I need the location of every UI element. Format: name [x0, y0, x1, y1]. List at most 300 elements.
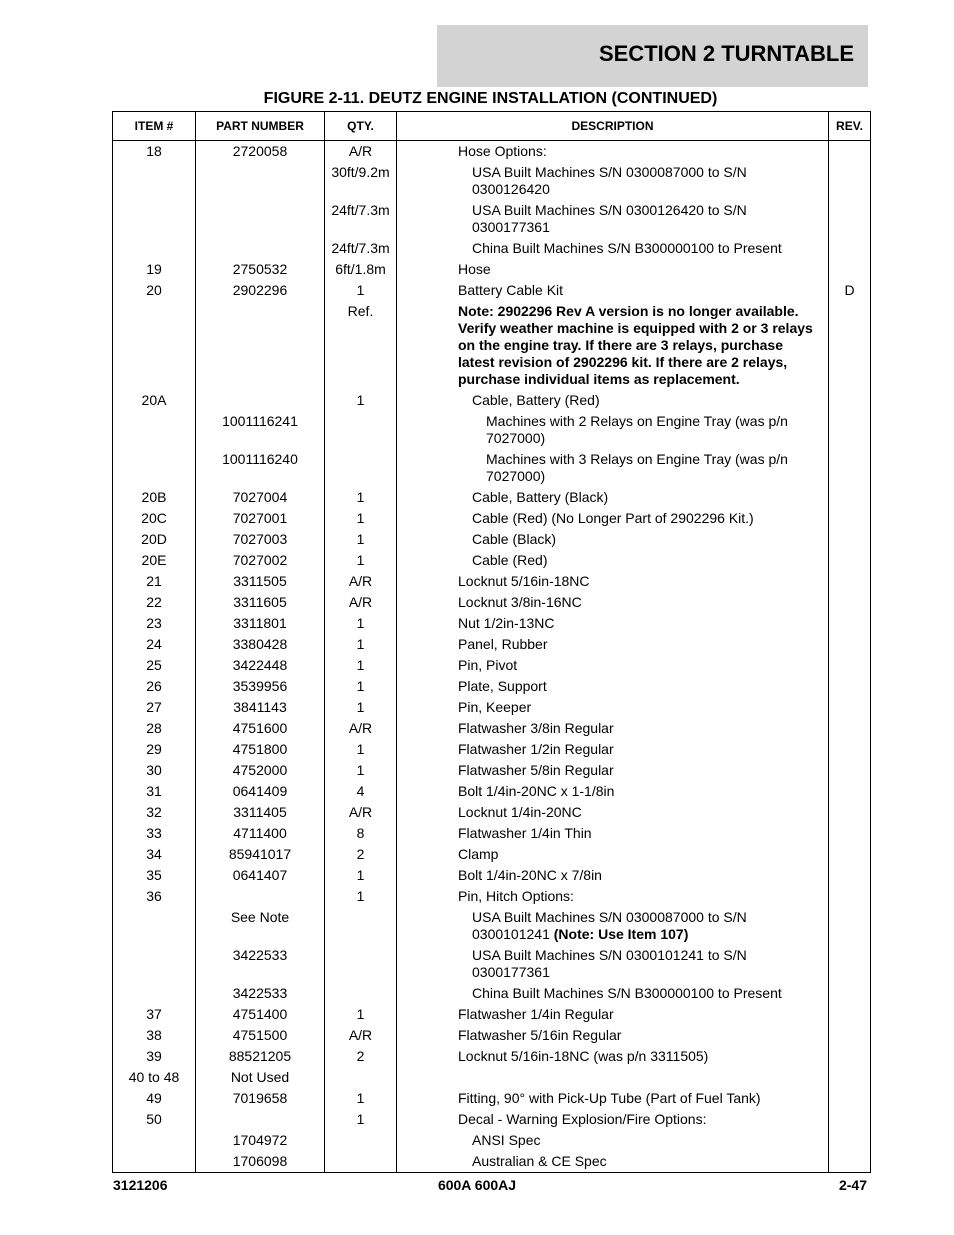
- part-number-cell: 3380428: [196, 635, 325, 656]
- description-cell: [397, 1131, 829, 1152]
- part-number-cell: 0641407: [196, 866, 325, 887]
- description-text: Panel, Rubber: [458, 636, 548, 652]
- description-cell: [397, 1152, 829, 1173]
- item-cell: 49: [113, 1089, 196, 1110]
- description-cell: [397, 866, 829, 887]
- description-cell: [397, 946, 829, 984]
- description-cell: [397, 908, 829, 946]
- table-row: [113, 656, 871, 677]
- table-row: [113, 593, 871, 614]
- table-row: [113, 614, 871, 635]
- description-text: China Built Machines S/N B300000100 to Present: [472, 985, 782, 1001]
- part-number-cell: 3422533: [196, 946, 325, 984]
- table-row: [113, 260, 871, 281]
- part-number-cell: 2750532: [196, 260, 325, 281]
- description-text: ANSI Spec: [472, 1132, 541, 1148]
- item-cell: 50: [113, 1110, 196, 1131]
- rev-cell: [829, 1131, 871, 1152]
- footer-doc-number: 3121206: [113, 1177, 168, 1193]
- item-cell: 24: [113, 635, 196, 656]
- description-text: Flatwasher 1/2in Regular: [458, 741, 614, 757]
- part-number-cell: 7027001: [196, 509, 325, 530]
- table-row: [113, 530, 871, 551]
- description-text: Cable, Battery (Black): [472, 489, 609, 505]
- description-text: Cable (Red): [472, 552, 548, 568]
- qty-cell: 1: [325, 281, 397, 302]
- part-number-cell: 4752000: [196, 761, 325, 782]
- qty-cell: 1: [325, 614, 397, 635]
- table-row: [113, 302, 871, 391]
- description-cell: [397, 803, 829, 824]
- parts-table: [112, 111, 871, 1173]
- item-cell: 20E: [113, 551, 196, 572]
- part-number-cell: See Note: [196, 908, 325, 946]
- col-header-description: DESCRIPTION: [397, 112, 829, 141]
- rev-cell: [829, 887, 871, 908]
- description-text: Decal - Warning Explosion/Fire Options:: [458, 1111, 707, 1127]
- rev-cell: [829, 391, 871, 412]
- description-cell: [397, 593, 829, 614]
- qty-cell: [325, 1131, 397, 1152]
- description-text: USA Built Machines S/N 0300087000 to S/N 0300101241: [472, 909, 747, 942]
- rev-cell: [829, 740, 871, 761]
- description-text: Locknut 5/16in-18NC: [458, 573, 590, 589]
- description-text: USA Built Machines S/N 0300087000 to S/N 0300126420: [472, 164, 747, 197]
- table-row: [113, 509, 871, 530]
- rev-cell: [829, 593, 871, 614]
- table-row: [113, 845, 871, 866]
- description-cell: [397, 1047, 829, 1068]
- item-cell: 29: [113, 740, 196, 761]
- description-text: Australian & CE Spec: [472, 1153, 607, 1169]
- table-row: [113, 887, 871, 908]
- part-number-cell: 3841143: [196, 698, 325, 719]
- qty-cell: [325, 450, 397, 488]
- rev-cell: [829, 845, 871, 866]
- qty-cell: 1: [325, 1110, 397, 1131]
- part-number-cell: 1704972: [196, 1131, 325, 1152]
- item-cell: [113, 450, 196, 488]
- description-cell: [397, 656, 829, 677]
- table-row: [113, 1089, 871, 1110]
- description-cell: [397, 1068, 829, 1089]
- table-row: [113, 1005, 871, 1026]
- description-cell: [397, 281, 829, 302]
- qty-cell: 2: [325, 845, 397, 866]
- description-text: China Built Machines S/N B300000100 to Present: [472, 240, 782, 256]
- section-title: SECTION 2 TURNTABLE: [598, 41, 854, 66]
- part-number-cell: 1706098: [196, 1152, 325, 1173]
- qty-cell: 1: [325, 635, 397, 656]
- qty-cell: 1: [325, 551, 397, 572]
- description-cell: [397, 141, 829, 164]
- col-header-rev: REV.: [829, 112, 871, 141]
- qty-cell: 1: [325, 530, 397, 551]
- qty-cell: A/R: [325, 803, 397, 824]
- item-cell: 19: [113, 260, 196, 281]
- rev-cell: [829, 1152, 871, 1173]
- qty-cell: 1: [325, 677, 397, 698]
- description-cell: [397, 635, 829, 656]
- part-number-cell: 7027002: [196, 551, 325, 572]
- col-header-part-number: PART NUMBER: [196, 112, 325, 141]
- qty-cell: 1: [325, 1089, 397, 1110]
- description-text: Fitting, 90° with Pick-Up Tube (Part of Fuel Tank): [458, 1090, 761, 1106]
- table-row: [113, 677, 871, 698]
- item-cell: 39: [113, 1047, 196, 1068]
- qty-cell: 1: [325, 488, 397, 509]
- qty-cell: 24ft/7.3m: [325, 239, 397, 260]
- qty-cell: 1: [325, 509, 397, 530]
- rev-cell: [829, 614, 871, 635]
- description-text: Note: 2902296 Rev A version is no longer available. Verify weather machine is equipped with 2 or 3 relays on the engine tray. If there are 3 relays, purchase latest revision of 2902296 kit. If there are 2 relays, purchase individual items as replacement.: [458, 303, 813, 387]
- description-cell: [397, 239, 829, 260]
- table-row: [113, 1068, 871, 1089]
- part-number-cell: 4751400: [196, 1005, 325, 1026]
- part-number-cell: 7019658: [196, 1089, 325, 1110]
- rev-cell: [829, 984, 871, 1005]
- table-row: [113, 866, 871, 887]
- rev-cell: [829, 201, 871, 239]
- description-cell: [397, 201, 829, 239]
- qty-cell: [325, 946, 397, 984]
- item-cell: 32: [113, 803, 196, 824]
- part-number-cell: [196, 201, 325, 239]
- col-header-qty: QTY.: [325, 112, 397, 141]
- part-number-cell: 3422448: [196, 656, 325, 677]
- qty-cell: 1: [325, 866, 397, 887]
- item-cell: [113, 412, 196, 450]
- rev-cell: [829, 761, 871, 782]
- description-text: Locknut 5/16in-18NC (was p/n 3311505): [458, 1048, 709, 1064]
- part-number-cell: 4711400: [196, 824, 325, 845]
- description-text: Pin, Keeper: [458, 699, 532, 715]
- table-row: [113, 698, 871, 719]
- item-cell: [113, 163, 196, 201]
- qty-cell: 24ft/7.3m: [325, 201, 397, 239]
- table-row: [113, 984, 871, 1005]
- table-row: [113, 391, 871, 412]
- description-cell: [397, 698, 829, 719]
- description-text: Cable, Battery (Red): [472, 392, 600, 408]
- rev-cell: [829, 1110, 871, 1131]
- qty-cell: 8: [325, 824, 397, 845]
- qty-cell: Ref.: [325, 302, 397, 391]
- qty-cell: 1: [325, 391, 397, 412]
- part-number-cell: [196, 1110, 325, 1131]
- part-number-cell: [196, 163, 325, 201]
- description-text: USA Built Machines S/N 0300101241 to S/N 0300177361: [472, 947, 747, 980]
- description-text: Cable (Red) (No Longer Part of 2902296 Kit.): [472, 510, 754, 526]
- qty-cell: 1: [325, 1005, 397, 1026]
- part-number-cell: 3311505: [196, 572, 325, 593]
- rev-cell: [829, 677, 871, 698]
- rev-cell: [829, 509, 871, 530]
- part-number-cell: [196, 391, 325, 412]
- qty-cell: A/R: [325, 719, 397, 740]
- footer-page-number: 2-47: [838, 1177, 867, 1193]
- item-cell: 28: [113, 719, 196, 740]
- item-cell: 22: [113, 593, 196, 614]
- description-text: Flatwasher 5/8in Regular: [458, 762, 614, 778]
- part-number-cell: 85941017: [196, 845, 325, 866]
- qty-cell: 6ft/1.8m: [325, 260, 397, 281]
- item-cell: 34: [113, 845, 196, 866]
- item-cell: [113, 946, 196, 984]
- rev-cell: [829, 946, 871, 984]
- item-cell: 37: [113, 1005, 196, 1026]
- description-text: Bolt 1/4in-20NC x 1-1/8in: [458, 783, 615, 799]
- part-number-cell: [196, 887, 325, 908]
- table-row: [113, 1110, 871, 1131]
- table-row: [113, 1152, 871, 1173]
- table-row: [113, 201, 871, 239]
- rev-cell: [829, 302, 871, 391]
- qty-cell: 30ft/9.2m: [325, 163, 397, 201]
- rev-cell: D: [829, 281, 871, 302]
- table-row: [113, 412, 871, 450]
- rev-cell: [829, 163, 871, 201]
- description-text: Pin, Hitch Options:: [458, 888, 574, 904]
- rev-cell: [829, 1005, 871, 1026]
- description-cell: [397, 677, 829, 698]
- part-number-cell: 0641409: [196, 782, 325, 803]
- item-cell: 23: [113, 614, 196, 635]
- item-cell: 18: [113, 141, 196, 164]
- description-text: Flatwasher 3/8in Regular: [458, 720, 614, 736]
- description-text: Bolt 1/4in-20NC x 7/8in: [458, 867, 602, 883]
- table-row: [113, 141, 871, 164]
- col-header-item: ITEM #: [113, 112, 196, 141]
- description-text: Locknut 3/8in-16NC: [458, 594, 582, 610]
- item-cell: 20B: [113, 488, 196, 509]
- description-text: Pin, Pivot: [458, 657, 518, 673]
- table-row: [113, 803, 871, 824]
- item-cell: [113, 239, 196, 260]
- description-text: Flatwasher 1/4in Thin: [458, 825, 592, 841]
- description-text: Locknut 1/4in-20NC: [458, 804, 582, 820]
- part-number-cell: 3539956: [196, 677, 325, 698]
- item-cell: 26: [113, 677, 196, 698]
- rev-cell: [829, 698, 871, 719]
- description-cell: [397, 1110, 829, 1131]
- description-text: Machines with 2 Relays on Engine Tray (was p/n 7027000): [486, 413, 788, 446]
- table-row: [113, 824, 871, 845]
- qty-cell: A/R: [325, 1026, 397, 1047]
- part-number-cell: 4751800: [196, 740, 325, 761]
- figure-title: FIGURE 2-11. DEUTZ ENGINE INSTALLATION (CONTINUED): [263, 90, 718, 107]
- description-text: Cable (Black): [472, 531, 557, 547]
- description-cell: [397, 509, 829, 530]
- description-cell: [397, 551, 829, 572]
- qty-cell: A/R: [325, 593, 397, 614]
- rev-cell: [829, 239, 871, 260]
- qty-cell: 1: [325, 656, 397, 677]
- part-number-cell: 3422533: [196, 984, 325, 1005]
- description-text: Plate, Support: [458, 678, 547, 694]
- description-cell: [397, 845, 829, 866]
- item-cell: 20C: [113, 509, 196, 530]
- rev-cell: [829, 656, 871, 677]
- table-row: [113, 1047, 871, 1068]
- item-cell: 21: [113, 572, 196, 593]
- rev-cell: [829, 412, 871, 450]
- description-text: Battery Cable Kit: [458, 282, 564, 298]
- table-row: [113, 908, 871, 946]
- description-cell: [397, 1005, 829, 1026]
- qty-cell: 1: [325, 740, 397, 761]
- qty-cell: [325, 1068, 397, 1089]
- qty-cell: [325, 1152, 397, 1173]
- description-cell: [397, 163, 829, 201]
- qty-cell: [325, 412, 397, 450]
- table-row: [113, 740, 871, 761]
- rev-cell: [829, 260, 871, 281]
- description-cell: [397, 984, 829, 1005]
- table-row: [113, 239, 871, 260]
- table-row: [113, 635, 871, 656]
- item-cell: [113, 1131, 196, 1152]
- part-number-cell: 3311405: [196, 803, 325, 824]
- description-text: Hose Options:: [458, 143, 547, 159]
- description-cell: [397, 572, 829, 593]
- part-number-cell: 4751500: [196, 1026, 325, 1047]
- table-row: [113, 163, 871, 201]
- description-cell: [397, 1089, 829, 1110]
- item-cell: 30: [113, 761, 196, 782]
- table-row: [113, 572, 871, 593]
- description-text: Machines with 3 Relays on Engine Tray (was p/n 7027000): [486, 451, 788, 484]
- part-number-cell: 7027004: [196, 488, 325, 509]
- item-cell: 35: [113, 866, 196, 887]
- table-row: [113, 551, 871, 572]
- part-number-cell: 88521205: [196, 1047, 325, 1068]
- rev-cell: [829, 719, 871, 740]
- item-cell: 25: [113, 656, 196, 677]
- description-text: Nut 1/2in-13NC: [458, 615, 555, 631]
- table-row: [113, 761, 871, 782]
- rev-cell: [829, 141, 871, 164]
- description-cell: [397, 719, 829, 740]
- part-number-cell: 7027003: [196, 530, 325, 551]
- description-text: Flatwasher 5/16in Regular: [458, 1027, 622, 1043]
- item-cell: 33: [113, 824, 196, 845]
- qty-cell: [325, 984, 397, 1005]
- part-number-cell: 3311605: [196, 593, 325, 614]
- rev-cell: [829, 1047, 871, 1068]
- item-cell: [113, 302, 196, 391]
- qty-cell: [325, 908, 397, 946]
- part-number-cell: 2902296: [196, 281, 325, 302]
- table-row: [113, 946, 871, 984]
- description-cell: [397, 530, 829, 551]
- description-cell: [397, 824, 829, 845]
- item-cell: 20: [113, 281, 196, 302]
- table-row: [113, 281, 871, 302]
- rev-cell: [829, 450, 871, 488]
- item-cell: 38: [113, 1026, 196, 1047]
- item-cell: 20D: [113, 530, 196, 551]
- description-cell: [397, 1026, 829, 1047]
- qty-cell: 4: [325, 782, 397, 803]
- description-cell: [397, 740, 829, 761]
- rev-cell: [829, 551, 871, 572]
- footer-model: 600A 600AJ: [437, 1177, 517, 1193]
- item-cell: [113, 908, 196, 946]
- table-row: [113, 782, 871, 803]
- description-cell: [397, 761, 829, 782]
- description-cell: [397, 260, 829, 281]
- description-cell: [397, 450, 829, 488]
- table-row: [113, 1131, 871, 1152]
- description-text: USA Built Machines S/N 0300126420 to S/N 0300177361: [472, 202, 747, 235]
- description-cell: [397, 614, 829, 635]
- qty-cell: A/R: [325, 572, 397, 593]
- part-number-cell: 3311801: [196, 614, 325, 635]
- part-number-cell: [196, 302, 325, 391]
- rev-cell: [829, 530, 871, 551]
- rev-cell: [829, 866, 871, 887]
- part-number-cell: Not Used: [196, 1068, 325, 1089]
- qty-cell: 1: [325, 887, 397, 908]
- item-cell: 36: [113, 887, 196, 908]
- item-cell: 20A: [113, 391, 196, 412]
- rev-cell: [829, 488, 871, 509]
- rev-cell: [829, 635, 871, 656]
- table-row: [113, 450, 871, 488]
- rev-cell: [829, 782, 871, 803]
- part-number-cell: [196, 239, 325, 260]
- rev-cell: [829, 572, 871, 593]
- table-row: [113, 1026, 871, 1047]
- description-cell: [397, 391, 829, 412]
- description-text: Flatwasher 1/4in Regular: [458, 1006, 614, 1022]
- part-number-cell: 2720058: [196, 141, 325, 164]
- rev-cell: [829, 824, 871, 845]
- part-number-cell: 1001116240: [196, 450, 325, 488]
- description-note: (Note: Use Item 107): [553, 926, 689, 942]
- part-number-cell: 1001116241: [196, 412, 325, 450]
- table-row: [113, 719, 871, 740]
- description-text: Clamp: [458, 846, 499, 862]
- section-header-box: [437, 25, 868, 87]
- description-cell: [397, 782, 829, 803]
- item-cell: 27: [113, 698, 196, 719]
- rev-cell: [829, 1089, 871, 1110]
- rev-cell: [829, 803, 871, 824]
- table-row: [113, 488, 871, 509]
- item-cell: [113, 201, 196, 239]
- table-header-row: [113, 112, 871, 141]
- qty-cell: 2: [325, 1047, 397, 1068]
- part-number-cell: 4751600: [196, 719, 325, 740]
- qty-cell: 1: [325, 761, 397, 782]
- qty-cell: A/R: [325, 141, 397, 164]
- description-text: Hose: [458, 261, 491, 277]
- item-cell: 31: [113, 782, 196, 803]
- item-cell: [113, 984, 196, 1005]
- description-cell: [397, 302, 829, 391]
- rev-cell: [829, 908, 871, 946]
- item-cell: [113, 1152, 196, 1173]
- rev-cell: [829, 1026, 871, 1047]
- description-cell: [397, 887, 829, 908]
- description-cell: [397, 488, 829, 509]
- item-cell: 40 to 48: [113, 1068, 196, 1089]
- description-cell: [397, 412, 829, 450]
- rev-cell: [829, 1068, 871, 1089]
- qty-cell: 1: [325, 698, 397, 719]
